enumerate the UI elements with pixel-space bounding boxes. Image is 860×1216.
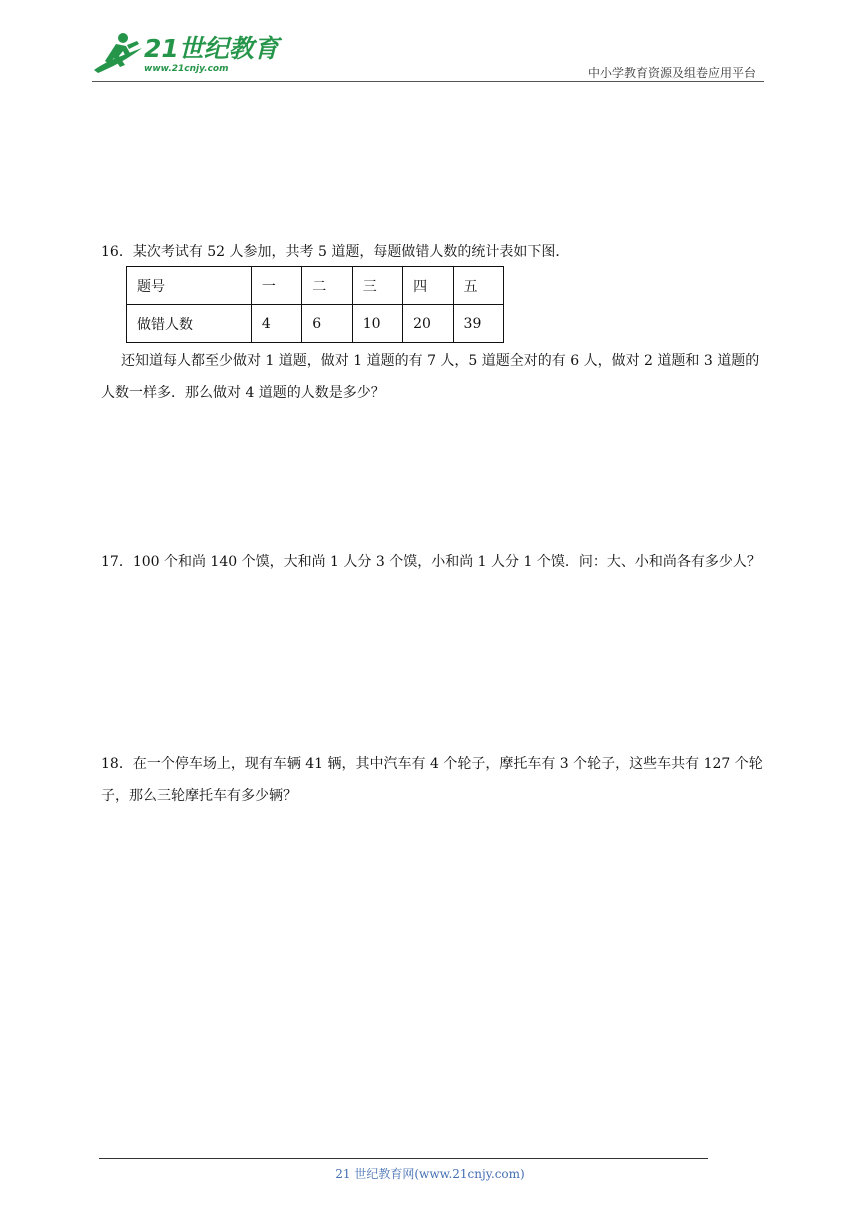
logo[interactable] xyxy=(92,30,279,80)
platform-name: 中小学教育资源及组卷应用平台 xyxy=(587,66,756,80)
page-header xyxy=(92,28,764,78)
logo-text: 21世纪教育 xyxy=(144,34,279,63)
table-cell: 三 xyxy=(352,267,402,305)
error-count-table xyxy=(126,266,504,342)
table-cell: 4 xyxy=(251,305,301,343)
logo-url: www.21cnjy.com xyxy=(144,64,229,74)
question-16 xyxy=(101,236,763,268)
header-divider xyxy=(92,81,764,82)
question-16-intro: 16．某次考试有 52 人参加，共考 5 道题，每题做错人数的统计表如下图． xyxy=(101,244,570,260)
footer-link[interactable]: 21 世纪教育网(www.21cnjy.com) xyxy=(335,1167,525,1181)
question-17-text: 17．100 个和尚 140 个馍，大和尚 1 人分 3 个馍，小和尚 1 人分 1 个馍．问：大、小和尚各有多少人？ xyxy=(101,554,761,570)
stats-table xyxy=(126,266,504,343)
table-cell: 五 xyxy=(453,267,503,305)
table-cell: 10 xyxy=(352,305,402,343)
question-18-text: 18．在一个停车场上，现有车辆 41 辆，其中汽车有 4 个轮子，摩托车有 3 个轮子，这些车共有 127 个轮子，那么三轮摩托车有多少辆？ xyxy=(101,756,763,804)
question-16-text: 还知道每人都至少做对 1 道题，做对 1 道题的有 7 人，5 道题全对的有 6 人，做对 2 道题和 3 道题的人数一样多．那么做对 4 道题的人数是多少？ xyxy=(101,353,760,401)
table-row-header xyxy=(127,267,504,305)
footer-divider xyxy=(99,1158,708,1159)
table-row-data xyxy=(127,305,504,343)
table-cell: 二 xyxy=(302,267,352,305)
runner-logo-icon xyxy=(92,30,148,78)
question-17 xyxy=(101,546,763,578)
table-cell: 四 xyxy=(403,267,453,305)
table-cell: 题号 xyxy=(127,267,252,305)
question-18 xyxy=(101,748,763,812)
table-cell: 39 xyxy=(453,305,503,343)
table-cell: 一 xyxy=(251,267,301,305)
question-16-body xyxy=(101,345,763,409)
table-cell: 做错人数 xyxy=(127,305,252,343)
table-cell: 20 xyxy=(403,305,453,343)
table-cell: 6 xyxy=(302,305,352,343)
